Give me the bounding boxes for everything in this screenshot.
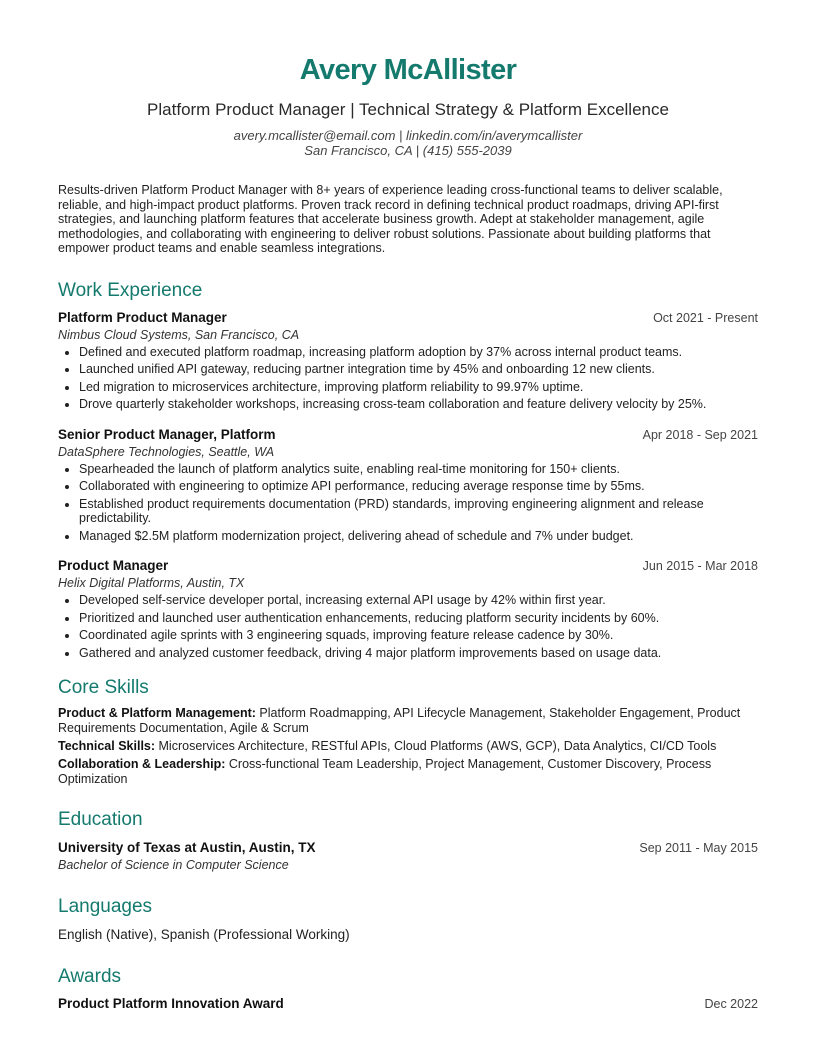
job-title: Senior Product Manager, Platform bbox=[58, 426, 276, 442]
job-company: Nimbus Cloud Systems, San Francisco, CA bbox=[58, 327, 300, 342]
section-title-experience: Work Experience bbox=[58, 279, 203, 301]
skill-group bbox=[58, 706, 758, 736]
job-bullet: • Developed self-service developer portal, increasing external API usage by 42% within first year. bbox=[79, 593, 758, 608]
job-bullet: • Collaborated with engineering to optimize API performance, reducing average response time by 55ms. bbox=[79, 479, 758, 494]
education-school: University of Texas at Austin, Austin, TX bbox=[58, 840, 316, 856]
skill-group bbox=[58, 757, 758, 787]
skill-group-label: Product & Platform Management: bbox=[58, 706, 256, 721]
skill-group-items: Microservices Architecture, RESTful APIs, Cloud Platforms (AWS, GCP), Data Analytics, CI/CD Tools bbox=[158, 739, 717, 754]
skills-list bbox=[58, 706, 758, 786]
languages-text: English (Native), Spanish (Professional Working) bbox=[58, 927, 350, 943]
job-bullet: • Established product requirements documentation (PRD) standards, improving engineering alignment and release predictability. bbox=[79, 497, 758, 526]
skill-group-label: Collaboration & Leadership: bbox=[58, 756, 226, 771]
contact-line-email-linkedin: avery.mcallister@email.com | linkedin.com/in/averymcallister bbox=[233, 128, 583, 143]
job-bullet: • Led migration to microservices architecture, improving platform reliability to 99.97% uptime. bbox=[79, 380, 758, 395]
job-date: Apr 2018 - Sep 2021 bbox=[642, 427, 758, 442]
job-header bbox=[58, 310, 758, 326]
skill-group-items: Platform Roadmapping, API Lifecycle Management, Stakeholder Engagement, Product Requirements Documentation, Agile & Scrum bbox=[58, 706, 741, 736]
job-bullet: • Prioritized and launched user authentication enhancements, reducing platform security incidents by 60%. bbox=[79, 611, 758, 626]
job-title: Product Manager bbox=[58, 558, 169, 574]
section-title-awards: Awards bbox=[58, 966, 122, 988]
education-date: Sep 2011 - May 2015 bbox=[639, 841, 758, 856]
contact-line-location-phone: San Francisco, CA | (415) 555-2039 bbox=[304, 143, 512, 158]
section-title-languages: Languages bbox=[58, 896, 153, 918]
job-header bbox=[58, 558, 758, 574]
job-company: Helix Digital Platforms, Austin, TX bbox=[58, 576, 245, 591]
education-entry bbox=[58, 840, 758, 873]
summary-paragraph: Results-driven Platform Product Manager with 8+ years of experience leading cross-functional teams to deliver scalable, reliable, and high-impact product platforms. Proven track record in defining technical product roadmaps, driving API-first strategies, and launching platform features that accelerate business growth. Adept at stakeholder management, agile methodologies, and collaborating with engineering to deliver robust solutions. Passionate about building platforms that empower product teams and enable seamless integrations. bbox=[58, 183, 723, 256]
education-degree: Bachelor of Science in Computer Science bbox=[58, 858, 289, 873]
award-header bbox=[58, 996, 758, 1012]
job-bullet: • Managed $2.5M platform modernization project, delivering ahead of schedule and 7% under budget. bbox=[79, 529, 758, 544]
job-header bbox=[58, 427, 758, 443]
job-entry bbox=[58, 427, 758, 544]
tagline: Platform Product Manager | Technical Strategy & Platform Excellence bbox=[147, 100, 669, 119]
job-bullet: • Coordinated agile sprints with 3 engineering squads, improving feature release cadence by 30%. bbox=[79, 628, 758, 643]
award-entry bbox=[58, 996, 758, 1012]
job-bullet: • Defined and executed platform roadmap, increasing platform adoption by 37% across internal product teams. bbox=[79, 345, 758, 360]
skill-group bbox=[58, 739, 758, 754]
education-header bbox=[58, 840, 758, 856]
job-bullets bbox=[58, 593, 758, 660]
job-title: Platform Product Manager bbox=[58, 309, 227, 325]
job-bullet: • Gathered and analyzed customer feedback, driving 4 major platform improvements based on usage data. bbox=[79, 646, 758, 661]
job-bullets bbox=[58, 462, 758, 544]
job-entry bbox=[58, 310, 758, 412]
skill-group-items: Cross-functional Team Leadership, Project Management, Customer Discovery, Process Optimization bbox=[58, 756, 712, 786]
job-company: DataSphere Technologies, Seattle, WA bbox=[58, 444, 275, 459]
job-date: Jun 2015 - Mar 2018 bbox=[642, 559, 758, 574]
job-entry bbox=[58, 558, 758, 660]
job-bullet: • Spearheaded the launch of platform analytics suite, enabling real-time monitoring for 150+ clients. bbox=[79, 462, 758, 477]
award-title: Product Platform Innovation Award bbox=[58, 996, 284, 1012]
skill-group-label: Technical Skills: bbox=[58, 739, 156, 754]
section-title-skills: Core Skills bbox=[58, 677, 149, 699]
section-title-education: Education bbox=[58, 809, 143, 831]
candidate-name: Avery McAllister bbox=[299, 54, 517, 86]
job-bullet: • Launched unified API gateway, reducing partner integration time by 45% and onboarding 12 new clients. bbox=[79, 362, 758, 377]
award-date: Dec 2022 bbox=[704, 997, 758, 1012]
job-date: Oct 2021 - Present bbox=[653, 310, 758, 325]
job-bullets bbox=[58, 345, 758, 412]
job-bullet: • Drove quarterly stakeholder workshops, increasing cross-team collaboration and feature delivery velocity by 25%. bbox=[79, 397, 758, 412]
